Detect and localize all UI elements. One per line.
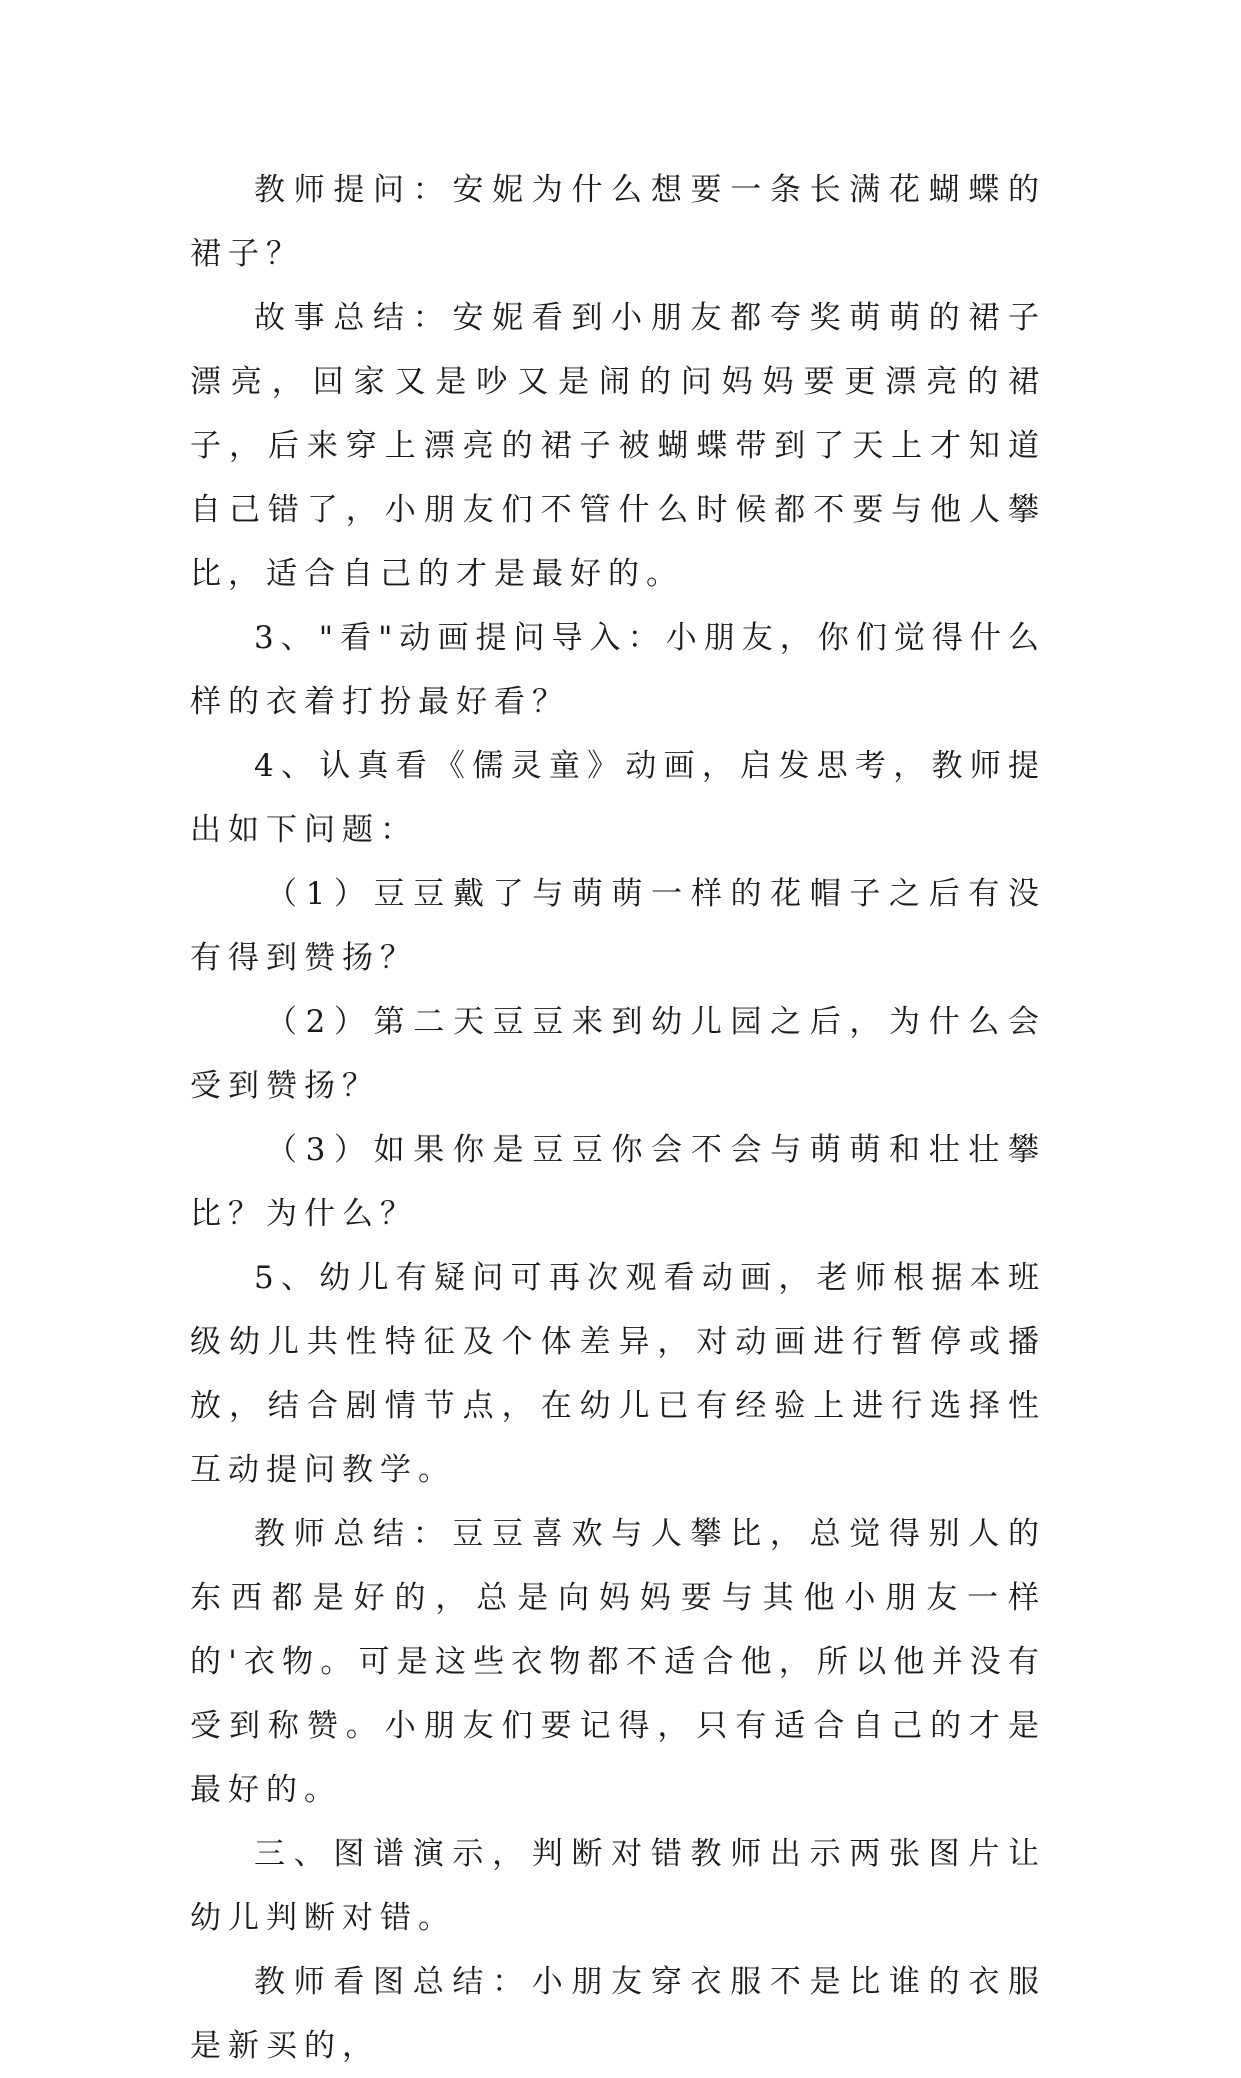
paragraph-question-3: （3）如果你是豆豆你会不会与萌萌和壮壮攀比？为什么？ bbox=[190, 1132, 1046, 1232]
paragraph-teacher-summary: 教师总结：豆豆喜欢与人攀比，总觉得别人的东西都是好的，总是向妈妈要与其他小朋友一样的'衣物。可是这些衣物都不适合他，所以他并没有受到称赞。小朋友们要记得，只有适合自己的才是最好的。 bbox=[190, 1516, 1046, 1808]
paragraph-question-1: （1）豆豆戴了与萌萌一样的花帽子之后有没有得到赞扬？ bbox=[190, 876, 1046, 976]
document-body bbox=[190, 158, 1046, 2078]
paragraph-story-summary: 故事总结：安妮看到小朋友都夸奖萌萌的裙子漂亮，回家又是吵又是闹的问妈妈要更漂亮的裙子，后来穿上漂亮的裙子被蝴蝶带到了天上才知道自己错了，小朋友们不管什么时候都不要与他人攀比，适合自己的才是最好的。 bbox=[190, 300, 1046, 592]
paragraph-step-3: 3、"看"动画提问导入：小朋友，你们觉得什么样的衣着打扮最好看？ bbox=[190, 620, 1046, 720]
paragraph-question-2: （2）第二天豆豆来到幼儿园之后，为什么会受到赞扬？ bbox=[190, 1004, 1046, 1104]
paragraph-picture-summary: 教师看图总结：小朋友穿衣服不是比谁的衣服是新买的， bbox=[190, 1964, 1046, 2064]
paragraph-section-3: 三、图谱演示，判断对错教师出示两张图片让幼儿判断对错。 bbox=[190, 1836, 1046, 1936]
paragraph-teacher-question: 教师提问：安妮为什么想要一条长满花蝴蝶的裙子？ bbox=[190, 172, 1046, 272]
paragraph-step-5: 5、幼儿有疑问可再次观看动画，老师根据本班级幼儿共性特征及个体差异，对动画进行暂停或播放，结合剧情节点，在幼儿已有经验上进行选择性互动提问教学。 bbox=[190, 1260, 1046, 1488]
paragraph-step-4: 4、认真看《儒灵童》动画，启发思考，教师提出如下问题： bbox=[190, 748, 1046, 848]
